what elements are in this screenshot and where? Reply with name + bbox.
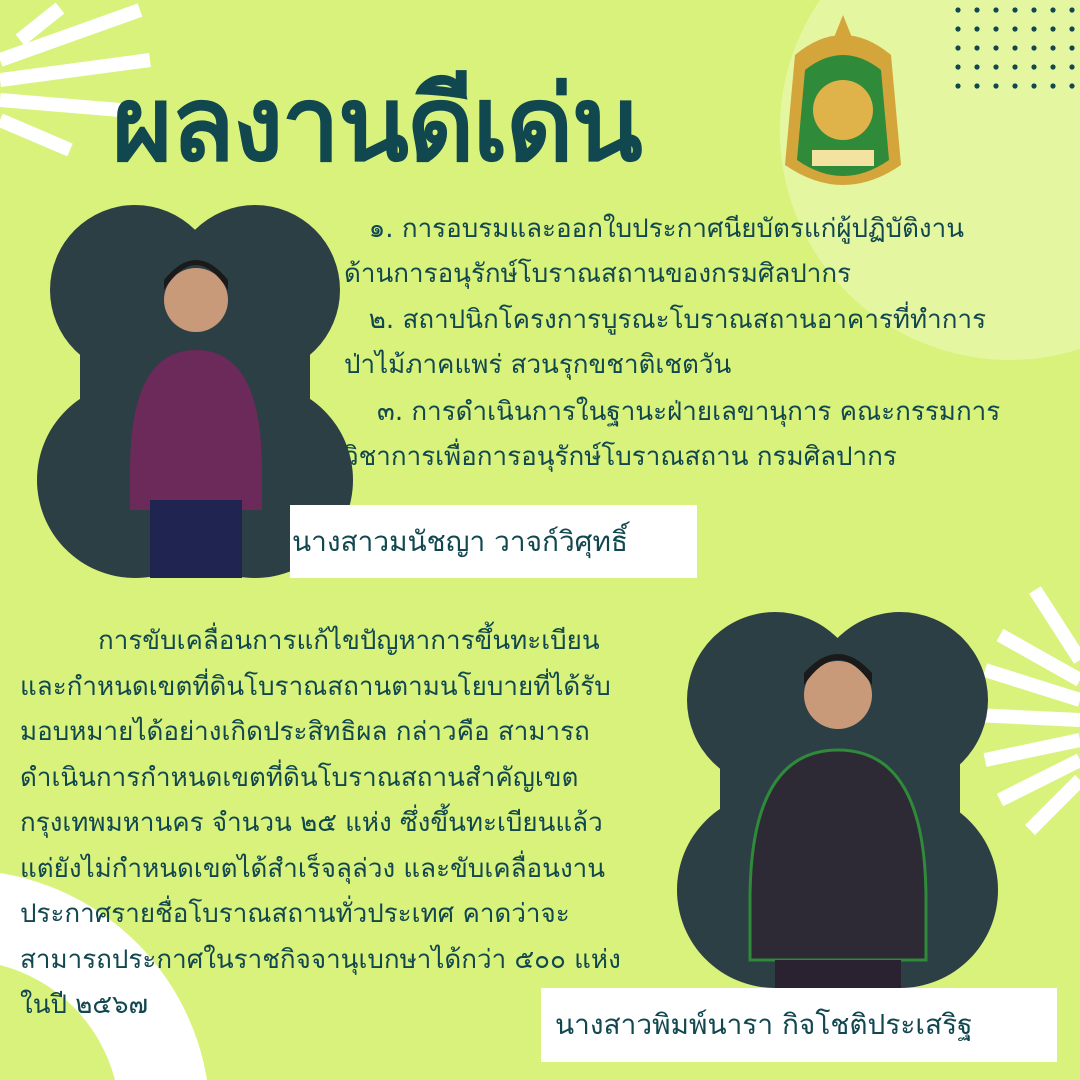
photo-person2 <box>677 612 998 988</box>
dot <box>1031 26 1036 31</box>
description-line: กรุงเทพมหานคร จำนวน ๒๕ แห่ง ซึ่งขึ้นทะเบียนแล้ว <box>20 808 603 838</box>
dot <box>993 83 998 88</box>
dot <box>955 83 960 88</box>
person2-name-box <box>541 988 1057 1062</box>
dot <box>1069 26 1074 31</box>
dot <box>955 64 960 69</box>
dot <box>955 26 960 31</box>
person2-name: นางสาวพิมพ์นารา กิจโชติประเสริฐ <box>555 1008 973 1041</box>
dot <box>1031 83 1036 88</box>
dot <box>1069 64 1074 69</box>
achievement-line: ป่าไม้ภาคแพร่ สวนรุกขชาติเชตวัน <box>344 350 732 380</box>
dot <box>1012 45 1017 50</box>
person1-name-box <box>290 505 697 578</box>
dot <box>1012 26 1017 31</box>
dot <box>1012 7 1017 12</box>
dot <box>974 26 979 31</box>
description-line: มอบหมายได้อย่างเกิดประสิทธิผล กล่าวคือ สามารถ <box>20 717 590 747</box>
dot <box>993 26 998 31</box>
achievement-line: ๒. สถาปนิกโครงการบูรณะโบราณสถานอาคารที่ทำการ <box>344 305 987 335</box>
dot <box>955 45 960 50</box>
dot <box>974 7 979 12</box>
dot <box>955 7 960 12</box>
description-line: สามารถประกาศในราชกิจจานุเบกษาได้กว่า ๕๐๐ แห่ง <box>20 944 621 975</box>
page-title: ผลงานดีเด่น <box>112 63 641 185</box>
dot <box>1050 64 1055 69</box>
dot <box>974 64 979 69</box>
dot <box>1050 45 1055 50</box>
dot <box>1050 7 1055 12</box>
dot <box>1031 45 1036 50</box>
dot <box>993 45 998 50</box>
dot <box>993 64 998 69</box>
person1-name: นางสาวมนัชญา วาจก์วิศุทธิ์ <box>292 524 628 558</box>
dot <box>974 45 979 50</box>
dot <box>1069 45 1074 50</box>
achievement-line: วิชาการเพื่อการอนุรักษ์โบราณสถาน กรมศิลปากร <box>344 442 897 472</box>
dot <box>1050 83 1055 88</box>
description-line: แต่ยังไม่กำหนดเขตได้สำเร็จลุล่วง และขับเคลื่อนงาน <box>20 853 606 884</box>
achievement-line: ๓. การดำเนินการในฐานะฝ่ายเลขานุการ คณะกรรมการ <box>344 397 1001 427</box>
description-line: การขับเคลื่อนการแก้ไขปัญหาการขึ้นทะเบียน <box>98 626 600 656</box>
dot <box>1069 7 1074 12</box>
rays-bottom-right <box>975 590 1080 830</box>
description-line: และกำหนดเขตที่ดินโบราณสถานตามนโยบายที่ได้รับ <box>20 671 611 702</box>
dot <box>1069 83 1074 88</box>
dot <box>993 7 998 12</box>
achievement-line: ๑. การอบรมและออกใบประกาศนียบัตรแก่ผู้ปฏิบัติงาน <box>344 214 964 244</box>
achievement-line: ด้านการอนุรักษ์โบราณสถานของกรมศิลปากร <box>344 259 852 289</box>
dot <box>1012 64 1017 69</box>
description-line: ในปี ๒๕๖๗ <box>20 990 149 1020</box>
dot <box>1031 7 1036 12</box>
dot <box>1050 26 1055 31</box>
description-line: ดำเนินการกำหนดเขตที่ดินโบราณสถานสำคัญเขต <box>20 762 579 793</box>
description-line: ประกาศรายชื่อโบราณสถานทั่วประเทศ คาดว่าจะ <box>20 899 570 929</box>
dot <box>974 83 979 88</box>
dot <box>1012 83 1017 88</box>
dot <box>1031 64 1036 69</box>
